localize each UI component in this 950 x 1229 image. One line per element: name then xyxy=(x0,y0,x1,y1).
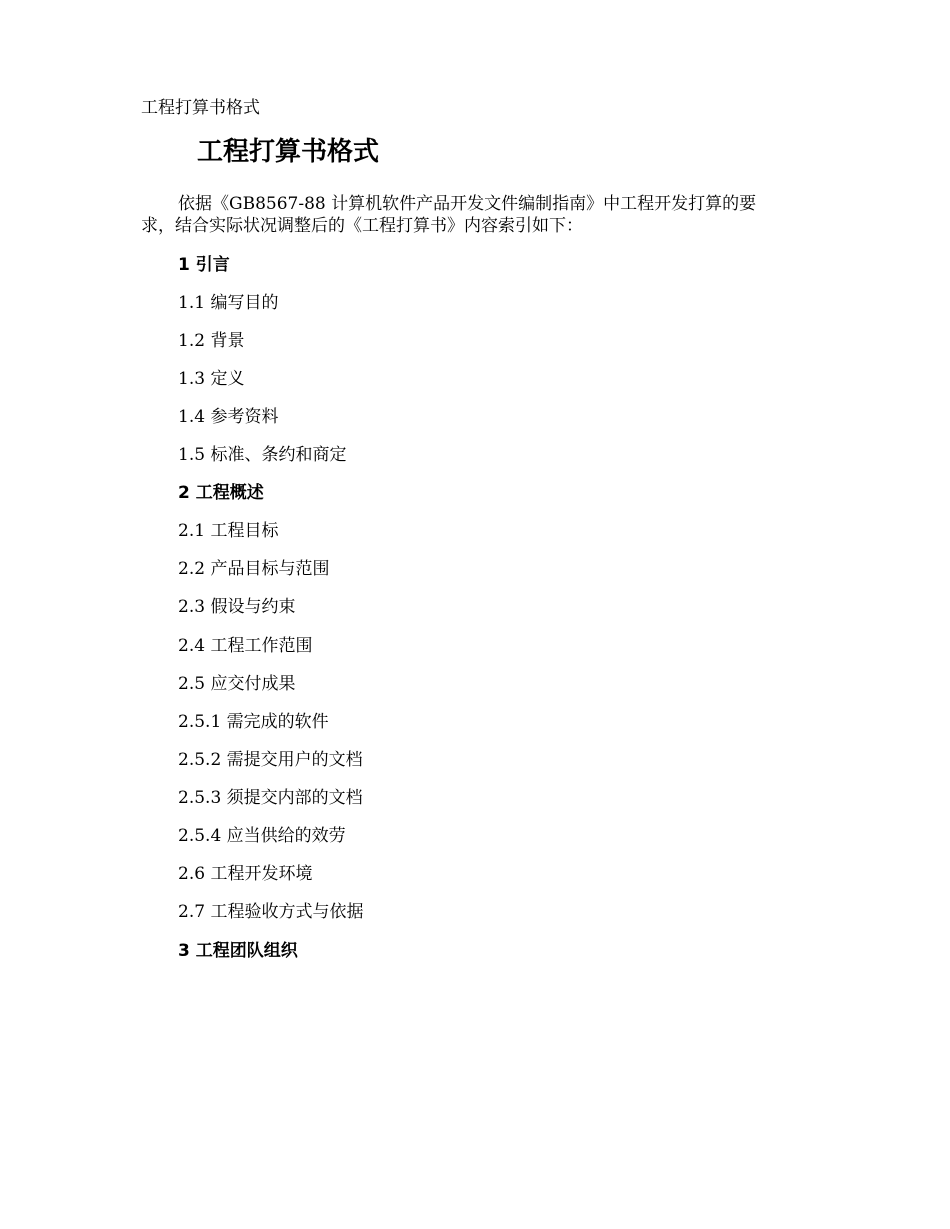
toc-item-2-5-2: 2.5.2 需提交用户的文档 xyxy=(178,750,363,770)
toc-item-1-5: 1.5 标准、条约和商定 xyxy=(178,445,347,465)
running-header: 工程打算书格式 xyxy=(141,98,260,118)
intro-line-1: 依据《GB8567-88 计算机软件产品开发文件编制指南》中工程开发打算的要 xyxy=(178,194,757,214)
toc-section-2: 2 工程概述 xyxy=(178,483,264,503)
toc-item-2-7: 2.7 工程验收方式与依据 xyxy=(178,902,364,922)
toc-item-1-1: 1.1 编写目的 xyxy=(178,293,279,313)
intro-line-2: 求，结合实际状况调整后的《工程打算书》内容索引如下： xyxy=(141,216,583,236)
toc-item-1-3: 1.3 定义 xyxy=(178,369,245,389)
toc-item-2-5: 2.5 应交付成果 xyxy=(178,674,296,694)
document-title: 工程打算书格式 xyxy=(197,137,380,167)
toc-item-2-6: 2.6 工程开发环境 xyxy=(178,864,313,884)
toc-section-3: 3 工程团队组织 xyxy=(178,941,298,961)
toc-item-2-2: 2.2 产品目标与范围 xyxy=(178,559,330,579)
toc-item-2-4: 2.4 工程工作范围 xyxy=(178,636,313,656)
toc-item-2-5-1: 2.5.1 需完成的软件 xyxy=(178,712,329,732)
intro-paragraph xyxy=(141,193,781,237)
toc-item-2-3: 2.3 假设与约束 xyxy=(178,597,296,617)
toc-item-2-5-4: 2.5.4 应当供给的效劳 xyxy=(178,826,346,846)
toc-item-1-2: 1.2 背景 xyxy=(178,331,245,351)
toc-section-1: 1 引言 xyxy=(178,255,230,275)
toc-item-2-5-3: 2.5.3 须提交内部的文档 xyxy=(178,788,363,808)
toc-item-2-1: 2.1 工程目标 xyxy=(178,521,279,541)
toc-item-1-4: 1.4 参考资料 xyxy=(178,407,279,427)
